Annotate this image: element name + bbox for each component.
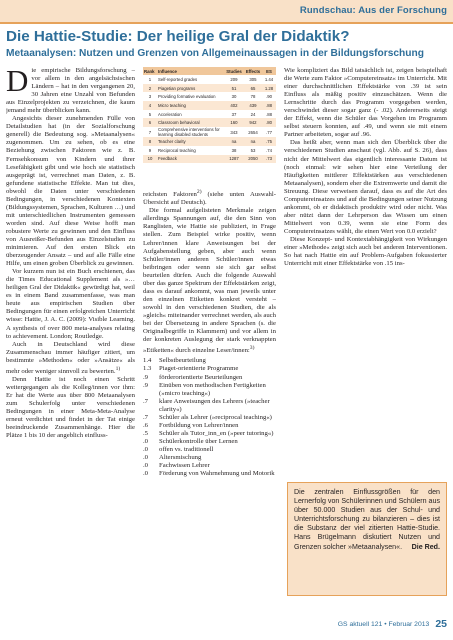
cell-effects: 942 (244, 118, 262, 127)
header-es: ES (262, 67, 276, 75)
table-row (143, 101, 276, 110)
intro-paragraph (6, 67, 135, 115)
cell-es: .90 (266, 94, 272, 100)
cell-rank: 4 (143, 101, 157, 110)
list-item (143, 398, 276, 414)
list-item (143, 365, 276, 373)
cell-effects: 2050 (244, 155, 262, 164)
cell-effects: 305 (249, 76, 257, 82)
effect-size-value: .9 (143, 381, 149, 389)
effect-size-value: .9 (143, 373, 149, 381)
cell-es: .75 (262, 137, 276, 146)
factor-label: Schüler als Tutor_inn_en (»peer tutoring«) (159, 429, 274, 437)
cell-influence: Reciprocal teaching (158, 147, 196, 153)
cell-studies: 38 (231, 147, 237, 153)
factor-label: Selbstbeurteilung (159, 357, 206, 365)
cell-influence: Providing formative evaluation (158, 94, 216, 100)
table-row (143, 127, 276, 137)
cell-rank: 6 (143, 118, 157, 127)
table-row (143, 75, 276, 84)
factor-label: Schülerkontrolle über Lernen (159, 437, 238, 445)
factor-label: Fortbildung von Lehrer/innen (159, 421, 239, 429)
cell-studies: 343 (230, 129, 238, 135)
factor-label: Förderung von Wahrnehmung und Motorik (159, 470, 275, 478)
paragraph (143, 188, 276, 207)
header-influence: Influence (157, 67, 224, 75)
cell-studies: 37 (231, 111, 237, 117)
effect-size-value: .0 (143, 445, 149, 453)
effect-size-value: 1.3 (143, 365, 152, 373)
factor-label: offen vs. traditionell (159, 445, 214, 453)
paragraph-text: Die formal aufgelisteten Merkmale zeigen allerdings Spannungen auf, die den Sinn von Ranglisten, wie Hattie sie publiziert, in Frage stellen. Zum Beispiel wirke positiv, wenn Lehrer/innen klare Anweisungen bei der Aufgabenstellung geben, aber auch wenn Schüler/innen anderen Schüler/innen etwas beibringen oder wenn sie sich gar selbst beurteilen dürfen. Auch die folgende Auswahl über das ganze Spektrum der Effektstärken zeigt, dass es darauf ankommt, was man jeweils unter den einzelnen Etiketten konkret versteht – sowohl in den verschiedenen Studien, die als »gleich« miteinander verrechnet werden, als auch bei der Übersetzung in andere Sprachen (s. die Originalbegriffe in Klammern) und vor allem in der konkreten Auslegung der stark verknappten »Etiketten« durch einzelne Leser/innen: (143, 207, 276, 355)
intro-text: ie empirische Bildungsforschung – vor allem in den angelsächsischen Ländern – hat in den vergangenen 20, 30 Jahren eine Unzahl von Befunden aus Einzelprojekten zu verzeichnen, die kaum jemand mehr überblicken kann. (6, 67, 135, 115)
cell-influence: Micro teaching (157, 101, 224, 110)
cell-influence: Feedback (157, 155, 224, 164)
paragraph: Vor kurzem nun ist ein Buch erschienen, das die Times Educational Supplement als »… heiligen Gral der Didaktik« gewürdigt hat, weil es in einem Band zusammenfasse, was man heute aus empirischen Studien über Bedingungen für einen erfolgreichen Unterricht wisse: Hattie, J. A. C. (2009): Visible Learning. A synthesis of over 800 meta-analyses relating to achievement. London; Routledge. (6, 268, 135, 340)
effect-size-value: .6 (143, 421, 149, 429)
cell-influence: Self-reported grades (158, 76, 198, 82)
factor-label: klare Anweisungen des Lehrers (»teacher clarity«) (159, 397, 270, 413)
cell-es: .77 (266, 129, 272, 135)
paragraph: Wie kompliziert das Bild tatsächlich ist, zeigen beispielhaft die Werte zum Faktor »Computereinsatz« im Unterricht. Mit einer durchschnittlichen Effektstärke von .39 ist sein Einfluss als mäßig positiv einzuschätzen. Wenn die Lernschritte durch das Programm vorgegeben werden, verschwindet dieser sogar ganz (- .02). Andererseits steigt der Effekt, wenn die Schüler das Vorgehen im Programm selbst steuern konnten, auf .49, und wenn sie mit einem Partner arbeiteten, sogar auf .96. (284, 67, 447, 139)
cell-es: .74 (266, 147, 272, 153)
cell-influence: Comprehensive interventions for learning disabled students (158, 127, 220, 138)
list-item (143, 357, 276, 365)
cell-rank: 9 (148, 147, 152, 153)
cell-studies: 51 (224, 84, 244, 93)
paragraph: Angesichts dieser zunehmenden Fülle von Detailstudien hat (in der Sozialforschung generell) die Bedeutung sog. »Metaanalysen« zugenommen. Um zu sehen, ob es eine Beziehung zwischen Faktoren wie z. B. Fernsehkonsum von Kindern und ihrer Lesefähigkeit gibt und wie hoch sie statistisch ausgeprägt ist, verrechnet man Daten, z. B. gefundene statistische Effekte. Man tut dies, obwohl die Daten unter verschiedenen Bedingungen, in verschiedenen Kontexten (Bildungssystemen, Sprachen, Kulturen …) und mit unterschiedlichen Instrumenten gemessen worden sind. Auf diese Weise hofft man robustere Werte zu gewinnen und den Einfluss von Ausreißer-Befunden aus Einzelstudien zu minimieren. Auf den ersten Blick ein überzeugender Ansatz – und auf alle Fälle eine Hilfe, um einen groben Überblick zu gewinnen. (6, 115, 135, 268)
cell-effects: 24 (250, 111, 256, 117)
table-row (143, 137, 276, 146)
article-title: Die Hattie-Studie: Der heilige Gral der Didaktik? (6, 28, 350, 45)
infobox-text (294, 488, 440, 552)
cell-studies: 209 (230, 76, 238, 82)
table-header-row (143, 67, 276, 75)
header-studies: Studies (224, 67, 244, 75)
footnote-marker: 2) (196, 189, 202, 195)
cell-es: .88 (266, 111, 272, 117)
section-header-label: Rundschau: Aus der Forschung (299, 5, 447, 16)
list-item (143, 430, 276, 438)
effect-size-value: .0 (143, 453, 149, 461)
list-item (143, 382, 276, 398)
cell-studies: 402 (224, 101, 244, 110)
paragraph: Denn Hattie ist noch einen Schritt weitergegangen als die Kolleg/innen vor ihm: Er hat die Werte aus über 800 Metaanalysen zum Schulerfolg unter verschiedenen Bedingungen in einer Meta-Meta-Analyse erneut verdichtet und findet in der Tat einige beeindruckende Zusammenhänge. Hier die Plätze 1 bis 10 der angeblich einfluss- (6, 376, 135, 440)
header-rank: Rank (143, 67, 157, 75)
cell-effects: 439 (244, 101, 262, 110)
text-column-2 (143, 188, 276, 605)
paragraph: Diese Konzept- und Kontextabhängigkeit von Wirkungen einer »Methode« zeigt sich auch bei anderen Interventionen. So hat nach Hattie ein auf Problem-Aufgaben fokussierter Unterricht mit einer Effektstärke von .15 ins- (284, 235, 447, 268)
cell-es: 1.44 (264, 76, 274, 82)
factor-label: förderorientierte Beurteilungen (159, 373, 243, 381)
cell-es: .73 (262, 155, 276, 164)
cell-rank: 10 (143, 155, 157, 164)
cell-es: .88 (262, 101, 276, 110)
paragraph-text: (siehe unten Auswahl-Übersicht auf Deutsch). (143, 191, 276, 207)
header-divider (0, 22, 453, 24)
cell-effects: 78 (250, 94, 256, 100)
infobox-body: Die zentralen Einflussgrößen für den Lernerfolg von Schülerinnen und Schülern aus über 50.000 Studien aus der Schul- und Unterrichtsforschung zu bilanzieren – dies ist die Substanz der viel zitierten Hattie-Studie. Hans Brügelmann diskutiert Nutzen und Grenzen solcher »Metaanalysen«. (294, 488, 440, 551)
effect-size-value: .5 (143, 429, 149, 437)
page-number: 25 (435, 618, 447, 630)
cell-es: 1.28 (262, 84, 276, 93)
effect-size-value: .7 (143, 397, 149, 405)
drop-cap: D (6, 67, 29, 98)
effect-size-list (143, 357, 276, 478)
cell-effects: 53 (250, 147, 256, 153)
effect-size-value: 1.4 (143, 357, 152, 365)
cell-effects: na (244, 137, 262, 146)
table-row (143, 110, 276, 119)
list-item (143, 414, 276, 422)
editorial-infobox (287, 482, 447, 596)
list-item (143, 470, 276, 478)
cell-rank: 3 (148, 94, 152, 100)
text-column-3 (284, 67, 447, 485)
effect-size-value: .7 (143, 413, 149, 421)
table-row (143, 118, 276, 127)
table-row (143, 92, 276, 101)
factor-label: Piaget-orientierte Programme (159, 365, 239, 373)
text-column-1 (6, 67, 135, 605)
cell-rank: 1 (148, 76, 152, 82)
paragraph (6, 341, 135, 376)
factor-label: Altersmischung (159, 453, 202, 461)
ranking-table (143, 67, 276, 163)
list-item (143, 422, 276, 430)
page-footer (338, 618, 447, 630)
ranking-table-box (143, 67, 276, 163)
paragraph: Das heißt aber, wenn man sich den Überblick über die verschiedenen Studien anschaut (vgl. Abb. auf S. 26), dass nicht der Mittelwert das eigentlich interessante Datum ist (noch einmal: wir sehen hier eine Verteilung der Häufigkeiten mittlerer Effektstärken aus verschiedenen Metaanalysen), sondern eher die Extremwerte und damit die Streuung. Diese verweisen darauf, dass es auf die Art des Computereinsatzes und auf die Bedingungen seiner Nutzung ankommt, ob er didaktisch produktiv wird oder nicht. Was aber nützt dann der Lehrperson das Wissen um einen Mittelwert von 0.39, wenn sie eine Form des Computereinsatzes wählt, die einen Wert von 0.0 erzielt? (284, 139, 447, 235)
cell-studies: 1287 (224, 155, 244, 164)
cell-es: .80 (262, 118, 276, 127)
cell-influence: Acceleration (158, 111, 182, 117)
effect-size-value: .0 (143, 470, 149, 478)
list-item (143, 462, 276, 470)
article-subtitle: Metaanalysen: Nutzen und Grenzen von Allgemeinaussagen in der Bildungsforschung (6, 48, 424, 59)
list-item (143, 446, 276, 454)
footnote-marker: 3) (249, 345, 255, 352)
table-row (143, 84, 276, 93)
cell-rank: 5 (148, 111, 152, 117)
cell-influence: Classroom behavioral (157, 118, 224, 127)
effect-size-value: .0 (143, 462, 149, 470)
effect-size-value: .0 (143, 437, 149, 445)
cell-studies: 160 (224, 118, 244, 127)
cell-effects: 2654 (248, 129, 258, 135)
cell-rank: 2 (143, 84, 157, 93)
infobox-signature: Die Red. (411, 542, 440, 551)
table-row (143, 146, 276, 155)
factor-label: Einüben von methodischen Fertigkeiten (»micro teaching«) (159, 381, 266, 397)
cell-studies: 30 (231, 94, 237, 100)
paragraph-text: reichsten Faktoren (143, 191, 197, 199)
table-row (143, 155, 276, 164)
cell-influence: Piagetian programs (157, 84, 224, 93)
factor-label: Fachwissen Lehrer (159, 462, 210, 470)
footnote-marker: 1) (115, 365, 121, 372)
paragraph-text: Auch in Deutschland wird diese Zusammenschau immer häufiger zitiert, um bestimmte »Methoden« oder »Ansätze« als mehr oder weniger sinnvoll zu bewerten. (6, 340, 135, 375)
list-item (143, 374, 276, 382)
list-item (143, 438, 276, 446)
cell-effects: 65 (244, 84, 262, 93)
issue-label: GS aktuell 121 • Februar 2013 (337, 621, 430, 628)
cell-influence: Teacher clarity (157, 137, 224, 146)
list-item (143, 454, 276, 462)
factor-label: Schüler als Lehrer (»reciprocal teaching«) (159, 413, 272, 421)
header-effects: Effects (245, 68, 261, 74)
paragraph (143, 207, 276, 355)
cell-rank: 8 (143, 137, 157, 146)
cell-studies: na (224, 137, 244, 146)
cell-rank: 7 (148, 129, 152, 135)
